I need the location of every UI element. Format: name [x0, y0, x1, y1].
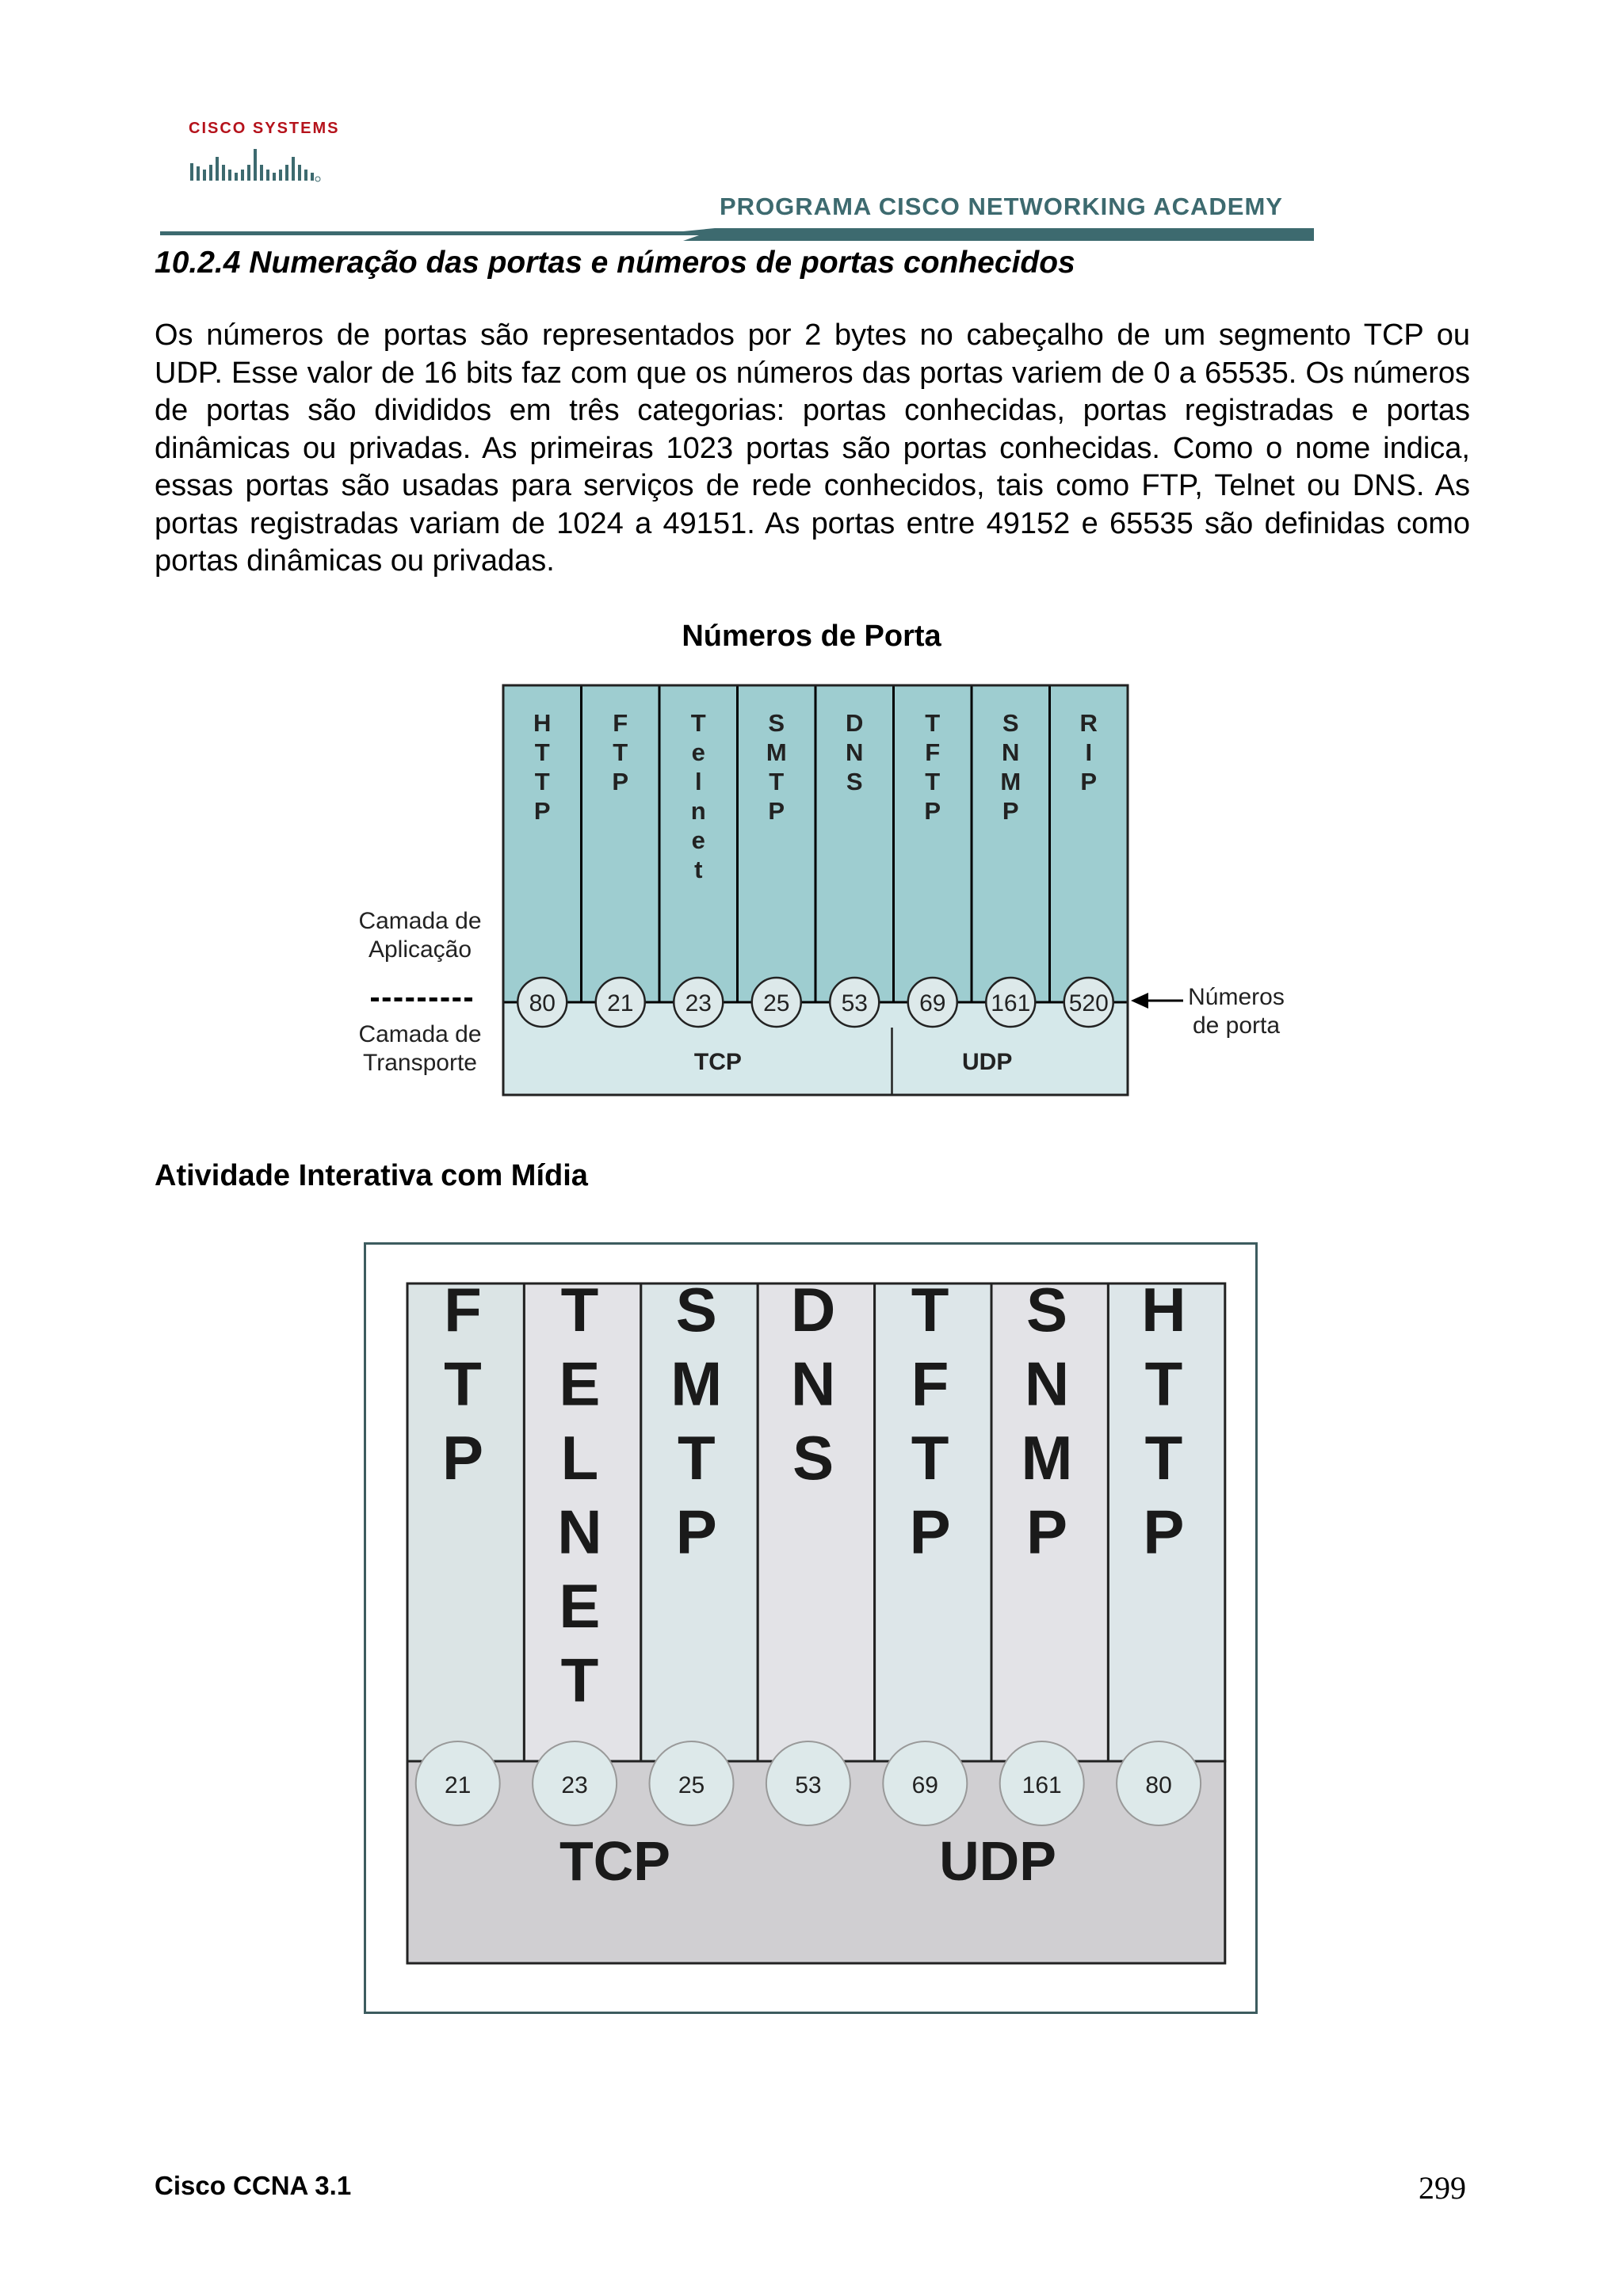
- protocol-letter: N: [1002, 738, 1020, 766]
- activity-tcp-label: TCP: [559, 1830, 670, 1892]
- activity-letter: T: [560, 1645, 599, 1715]
- port-number: 80: [529, 990, 556, 1016]
- transport-band: [503, 1002, 1128, 1095]
- activity-letter: L: [560, 1423, 599, 1493]
- activity-letter: P: [1025, 1497, 1068, 1567]
- port-number: 23: [685, 990, 712, 1016]
- port-number: 69: [919, 990, 946, 1016]
- activity-port-number: 23: [561, 1772, 588, 1798]
- udp-label: UDP: [962, 1049, 1013, 1075]
- activity-letter: T: [444, 1348, 482, 1419]
- port-number: 520: [1068, 990, 1109, 1016]
- protocol-letter: l: [694, 768, 702, 795]
- protocol-letter: e: [691, 826, 705, 854]
- protocol-letter: T: [613, 738, 628, 766]
- port-arrow-head: [1131, 993, 1148, 1009]
- protocol-letter: P: [924, 797, 941, 825]
- activity-letter: T: [1144, 1348, 1183, 1419]
- port-numbers-svg: [333, 677, 1308, 1109]
- protocol-letter: T: [925, 709, 941, 737]
- figure-title: Números de Porta: [682, 620, 941, 653]
- port-numbers-label: Números de porta: [1188, 984, 1285, 1039]
- protocol-letter: T: [534, 738, 550, 766]
- activity-letter: P: [441, 1423, 484, 1493]
- protocol-letter: I: [1085, 738, 1093, 766]
- cisco-logo-graphic: [189, 117, 340, 190]
- protocol-letter: T: [925, 768, 941, 795]
- protocol-letter: N: [846, 738, 864, 766]
- port-number: 53: [841, 990, 868, 1016]
- activity-udp-label: UDP: [939, 1830, 1056, 1892]
- protocol-letter: M: [766, 738, 787, 766]
- cisco-logo: [189, 117, 340, 190]
- protocol-letter: e: [691, 738, 705, 766]
- protocol-letter: P: [533, 797, 551, 825]
- port-number: 161: [991, 990, 1031, 1016]
- activity-letter: E: [559, 1348, 601, 1419]
- activity-letter: N: [1024, 1348, 1070, 1419]
- app-layer-label: Camada de Aplicação: [358, 908, 482, 963]
- activity-letter: H: [1141, 1275, 1186, 1344]
- activity-letter: N: [557, 1497, 602, 1567]
- protocol-letter: T: [769, 768, 785, 795]
- footer-course: Cisco CCNA 3.1: [155, 2171, 352, 2200]
- activity-letter: N: [791, 1348, 836, 1419]
- protocol-letter: S: [846, 768, 863, 795]
- activity-letter: P: [909, 1497, 951, 1567]
- activity-letter: T: [560, 1275, 599, 1344]
- protocol-letter: T: [690, 709, 706, 737]
- protocol-letter: D: [846, 709, 864, 737]
- protocol-letter: T: [534, 768, 550, 795]
- activity-letter: M: [1021, 1423, 1073, 1493]
- port-number: 21: [607, 990, 634, 1016]
- protocol-letter: S: [1002, 709, 1019, 737]
- activity-letter: D: [791, 1275, 836, 1344]
- activity-letter: T: [1144, 1423, 1183, 1493]
- activity-port-number: 53: [795, 1772, 822, 1798]
- activity-letter: T: [677, 1423, 716, 1493]
- protocol-letter: S: [768, 709, 785, 737]
- activity-svg: [407, 1275, 1225, 1965]
- activity-letter: S: [675, 1275, 717, 1344]
- tcp-label: TCP: [693, 1049, 742, 1075]
- activity-letter: M: [670, 1348, 723, 1419]
- protocol-letter: H: [533, 709, 552, 737]
- activity-letter: F: [444, 1275, 482, 1344]
- activity-letter: S: [1025, 1275, 1068, 1344]
- transport-layer-label: Camada de Transporte: [358, 1021, 482, 1076]
- activity-letter: T: [911, 1423, 949, 1493]
- activity-title: Atividade Interativa com Mídia: [155, 1159, 588, 1192]
- activity-port-number: 69: [911, 1772, 938, 1798]
- activity-letter: S: [792, 1423, 834, 1493]
- protocol-letter: P: [1080, 768, 1098, 795]
- protocol-letter: P: [768, 797, 785, 825]
- protocol-letter: F: [925, 738, 941, 766]
- port-number: 25: [763, 990, 790, 1016]
- section-title: 10.2.4 Numeração das portas e números de portas conhecidos: [155, 246, 1075, 280]
- header-rule: [160, 228, 1314, 241]
- activity-port-number: 21: [445, 1772, 472, 1798]
- protocol-letter: M: [1000, 768, 1022, 795]
- page-number: 299: [1419, 2170, 1466, 2206]
- protocol-letter: P: [1002, 797, 1019, 825]
- protocol-letter: n: [690, 797, 706, 825]
- activity-letter: T: [911, 1275, 949, 1344]
- activity-letter: E: [559, 1571, 601, 1641]
- port-numbers-diagram: [333, 677, 1308, 1109]
- activity-port-number: 80: [1145, 1772, 1172, 1798]
- activity-diagram: [407, 1275, 1225, 1965]
- activity-port-number: 25: [678, 1772, 705, 1798]
- activity-letter: F: [911, 1348, 949, 1419]
- protocol-letter: t: [694, 856, 703, 883]
- svg-text:CISCO SYSTEMS: CISCO SYSTEMS: [189, 120, 340, 137]
- activity-letter: P: [1143, 1497, 1185, 1567]
- protocol-letter: P: [612, 768, 629, 795]
- protocol-letter: F: [613, 709, 628, 737]
- protocol-letter: R: [1079, 709, 1098, 737]
- activity-letter: P: [675, 1497, 717, 1567]
- body-paragraph: Os números de portas são representados por 2 bytes no cabeçalho de um segmento TCP ou UDP. Esse valor de 16 bits faz com que os números das portas variem de 0 a 65535. Os números de portas são divididos em três categorias: portas conhecidas, portas registradas e portas dinâmicas ou privadas. As primeiras 1023 portas são portas conhecidas. Como o nome indica, essas portas são usadas para serviços de rede conhecidos, tais como FTP, Telnet ou DNS. As portas registradas variam de 1024 a 49151. As portas entre 49152 e 65535 são definidas como portas dinâmicas ou privadas.: [155, 318, 1470, 578]
- program-title: PROGRAMA CISCO NETWORKING ACADEMY: [720, 193, 1283, 220]
- activity-port-number: 161: [1022, 1772, 1062, 1798]
